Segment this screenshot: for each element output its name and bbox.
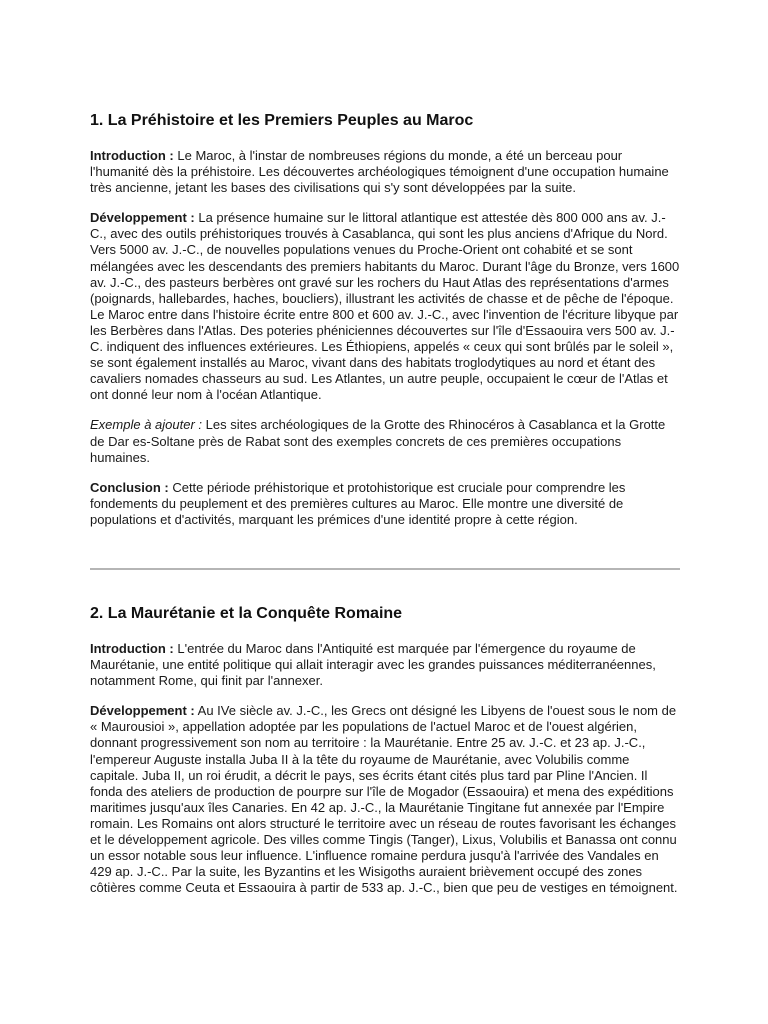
introduction-text: Le Maroc, à l'instar de nombreuses régions du monde, a été un berceau pour l'humanité dès la préhistoire. Les découvertes archéologiques témoignent d'une occupation humaine très ancienne, jetant les bases des civilisations qui s'y sont développées par la suite. [90, 148, 669, 196]
development-paragraph [90, 703, 680, 896]
introduction-label: Introduction : [90, 641, 174, 656]
section-title: 1. La Préhistoire et les Premiers Peuples au Maroc [90, 112, 474, 129]
section-prehistoire [90, 110, 680, 542]
introduction-text: L'entrée du Maroc dans l'Antiquité est marquée par l'émergence du royaume de Maurétanie, une entité politique qui allait interagir avec les grandes puissances méditerranéennes, notamment Rome, qui finit par l'annexer. [90, 641, 656, 689]
conclusion-paragraph [90, 480, 680, 528]
development-text: La présence humaine sur le littoral atlantique est attestée dès 800 000 ans av. J.-C., avec des outils préhistoriques trouvés à Casablanca, qui sont les plus anciens d'Afrique du Nord. Vers 5000 av. J.-C., de nouvelles populations venues du Proche-Orient ont cohabité et se sont mélangées avec les descendants des premiers habitants du Maroc. Durant l'âge du Bronze, vers 1600 av. J.-C., des pasteurs berbères ont gravé sur les rochers du Haut Atlas des représentations d'armes (poignards, hallebardes, haches, boucliers), illustrant les activités de chasse et de pêche de l'époque. Le Maroc entre dans l'histoire écrite entre 800 et 600 av. J.-C., avec l'invention de l'écriture libyque par les Berbères dans l'Atlas. Des poteries phéniciennes découvertes sur l'île d'Essaouira vers 500 av. J.-C. indiquent des influences extérieures. Les Éthiopiens, appelés « ceux qui sont brûlés par le soleil », se sont également installés au Maroc, vivant dans des habitats troglodytiques au nord et étant des cavaliers nomades chasseurs au sud. Les Atlantes, un autre peuple, occupaient le cœur de l'Atlas et ont donné leur nom à l'océan Atlantique. [90, 210, 680, 403]
example-paragraph [90, 417, 680, 465]
section-divider [90, 568, 680, 570]
example-text: Les sites archéologiques de la Grotte des Rhinocéros à Casablanca et la Grotte de Dar es-Soltane près de Rabat sont des exemples concrets de ces premières occupations humaines. [90, 417, 666, 465]
conclusion-label: Conclusion : [90, 479, 169, 495]
section-mauretanie [90, 603, 680, 910]
development-paragraph [90, 210, 680, 403]
introduction-paragraph [90, 641, 680, 689]
conclusion-text: Cette période préhistorique et protohistorique est cruciale pour comprendre les fondements du peuplement et des premières cultures au Maroc. Elle montre une diversité de populations et d'activités, marquant les prémices d'une identité propre à cette région. [90, 479, 626, 527]
section-title: 2. La Maurétanie et la Conquête Romaine [90, 605, 403, 622]
introduction-label: Introduction : [90, 148, 174, 163]
example-label: Exemple à ajouter : [90, 417, 203, 433]
introduction-paragraph [90, 148, 680, 196]
development-label: Développement : [90, 703, 195, 719]
development-text: Au IVe siècle av. J.-C., les Grecs ont désigné les Libyens de l'ouest sous le nom de « Maurousioi », appellation adoptée par les populations de l'actuel Maroc et de l'ouest algérien, donnant progressivement son nom au territoire : la Maurétanie. Entre 25 av. J.-C. et 23 ap. J.-C., l'empereur Auguste installa Juba II à la tête du royaume de Maurétanie, avec Volubilis comme capitale. Juba II, un roi érudit, a décrit le pays, ses écrits étant cités plus tard par Pline l'Ancien. Il fonda des ateliers de production de pourpre sur l'île de Mogador (Essaouira) et mena des expéditions maritimes jusqu'aux îles Canaries. En 42 ap. J.-C., la Maurétanie Tingitane fut annexée par l'Empire romain. Les Romains ont alors structuré le territoire avec un réseau de routes favorisant les échanges et le développement agricole. Des villes comme Tingis (Tanger), Lixus, Volubilis et Banassa ont connu un essor notable sous leur influence. L'influence romaine perdura jusqu'à l'arrivée des Vandales en 429 ap. J.-C.. Par la suite, les Byzantins et les Wisigoths auraient brièvement occupé des zones côtières comme Ceuta et Essaouira à partir de 533 ap. J.-C., bien que peu de vestiges en témoignent. [90, 703, 678, 896]
development-label: Développement : [90, 210, 195, 226]
